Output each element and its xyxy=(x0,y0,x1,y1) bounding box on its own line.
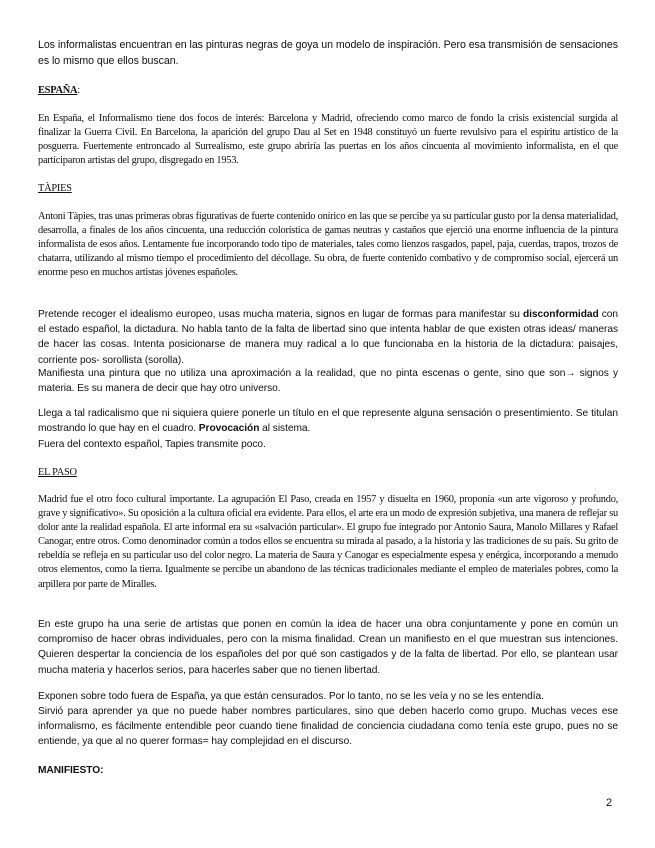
espana-heading-suffix: : xyxy=(77,85,80,96)
espana-paragraph: En España, el Informalismo tiene dos focos de interés: Barcelona y Madrid, ofreciendo como marco de fondo la crisis existencial surgida al finalizar la Guerra Civil. En Barcelona, la aparición del grupo Dau al Set en 1948 constituyó un fuerte revulsivo para el espíritu artístico de la posguerra. Fuertemente entroncado al Surrealismo, este grupo abriría las puertas en los años cincuenta al movimiento informalista, en el que participaron artistas del grupo, disgregado en 1953. xyxy=(38,113,618,167)
tapies-notes-paragraph-2: Manifiesta una pintura que no utiliza una aproximación a la realidad, que no pinta escenas o gente, sino que son→ signos y materia. Es su manera de decir que hay otro universo. xyxy=(38,368,618,395)
page-number: 2 xyxy=(606,797,613,809)
tapies-notes-3b: al sistema. xyxy=(259,423,311,435)
elpaso-notes-paragraph-1: En este grupo ha una serie de artistas que ponen en común la idea de hacer una obra conjuntamente y pone en común un compromiso de hacer obras individuales, pero con la misma finalidad. Crean un manifiesto en el que muestran sus intenciones. Quieren despertar la conciencia de los españoles del por qué son castigados y de la falta de libertad. Por ello, se plantean usar mucha materia y hacerlos serios, para hacerles saber que no tienen libertad. xyxy=(38,619,618,676)
tapies-notes-1b: con el estado español, la dictadura. No habla tanto de la falta de libertad sino que intenta hablar de que existen otras ideas/ maneras de hacer las cosas. Intenta posicionarse de manera muy radical a lo que funcionaba en la historia de la dictadura: paisajes, corriente pos- sorollista (sorolla). xyxy=(38,309,618,366)
tapies-notes-paragraph-3 xyxy=(38,406,618,436)
intro-paragraph: Los informalistas encuentran en las pinturas negras de goya un modelo de inspiración. Pero esa transmisión de sensaciones es lo mismo que ellos buscan. xyxy=(38,39,618,67)
espana-heading xyxy=(38,84,618,98)
manifiesto-heading: MANIFIESTO: xyxy=(38,765,104,776)
tapies-notes-1a: Pretende recoger el idealismo europeo, usas mucha materia, signos en lugar de formas para manifestar su xyxy=(38,309,523,320)
tapies-notes-3-bold: Provocación xyxy=(198,423,260,435)
espana-heading-label: ESPAÑA xyxy=(38,85,78,96)
tapies-heading: TÀPIES xyxy=(38,183,72,194)
elpaso-paragraph: Madrid fue el otro foco cultural importante. La agrupación El Paso, creada en 1957 y disuelta en 1960, proponía «un arte vigoroso y profundo, grave y significativo». Su oposición a la cultura oficial era evidente. Para ellos, el arte era un modo de expresión subjetiva, una manera de reflejar su dolor ante la realidad española. El arte informal era su «salvación particular». El grupo fue integrado por Antonio Saura, Manolo Millares y Rafael Canogar, entre otros. Como denominador común a todos ellos se encuentra su mirada al pasado, a la historia y las tradiciones de su país. Su grito de rebeldía se refleja en su particular uso del color negro. La materia de Saura y Canogar es especialmente espesa y enérgica, incorporando a menudo otros elementos, como la tierra. Igualmente se percibe un abandono de las técnicas tradicionales mediante el empleo de materiales pobres, como la arpillera por parte de Miralles. xyxy=(38,494,618,590)
elpaso-heading: EL PASO xyxy=(38,467,77,478)
tapies-notes-1-bold: disconformidad xyxy=(522,309,599,320)
elpaso-notes-paragraph-3: Sirvió para aprender ya que no puede haber nombres particulares, sino que deben hacerlo como grupo. Muchas veces ese informalismo, es fácilmente entendible peor cuando tiene finalidad de conciencia ciudadana como tenía este grupo, pues no se entiende, ya que al no querer formas= hay complejidad en el discurso. xyxy=(38,706,618,748)
elpaso-notes-paragraph-2: Exponen sobre todo fuera de España, ya que están censurados. Por lo tanto, no se les veía y no se les entendía. xyxy=(38,691,544,702)
tapies-notes-paragraph-1 xyxy=(38,307,618,368)
tapies-bio-paragraph: Antoni Tàpies, tras unas primeras obras figurativas de fuerte contenido onírico en las que se percibe ya su particular gusto por la densa materialidad, desarrolla, a finales de los años cincuenta, una reducción colorística de gamas neutras y castaños que ejerció una enorme influencia de la pintura informalista de esos años. Lentamente fue incorporando todo tipo de materiales, tales como lienzos rasgados, papel, paja, cuerdas, trapos, trozos de chatarra, utilizando al mismo tiempo el procedimiento del décollage. Su obra, de fuerte contenido combativo y de compromiso social, ejercerá un enorme peso en muchos artistas jóvenes españoles. xyxy=(38,211,618,279)
tapies-notes-3a: Llega a tal radicalismo que ni siquiera quiere ponerle un título en el que represente alguna sensación o presentimiento. Se titulan mostrando lo que hay en el cuadro. xyxy=(38,408,618,435)
tapies-notes-paragraph-4: Fuera del contexto español, Tapies transmite poco. xyxy=(38,439,266,450)
